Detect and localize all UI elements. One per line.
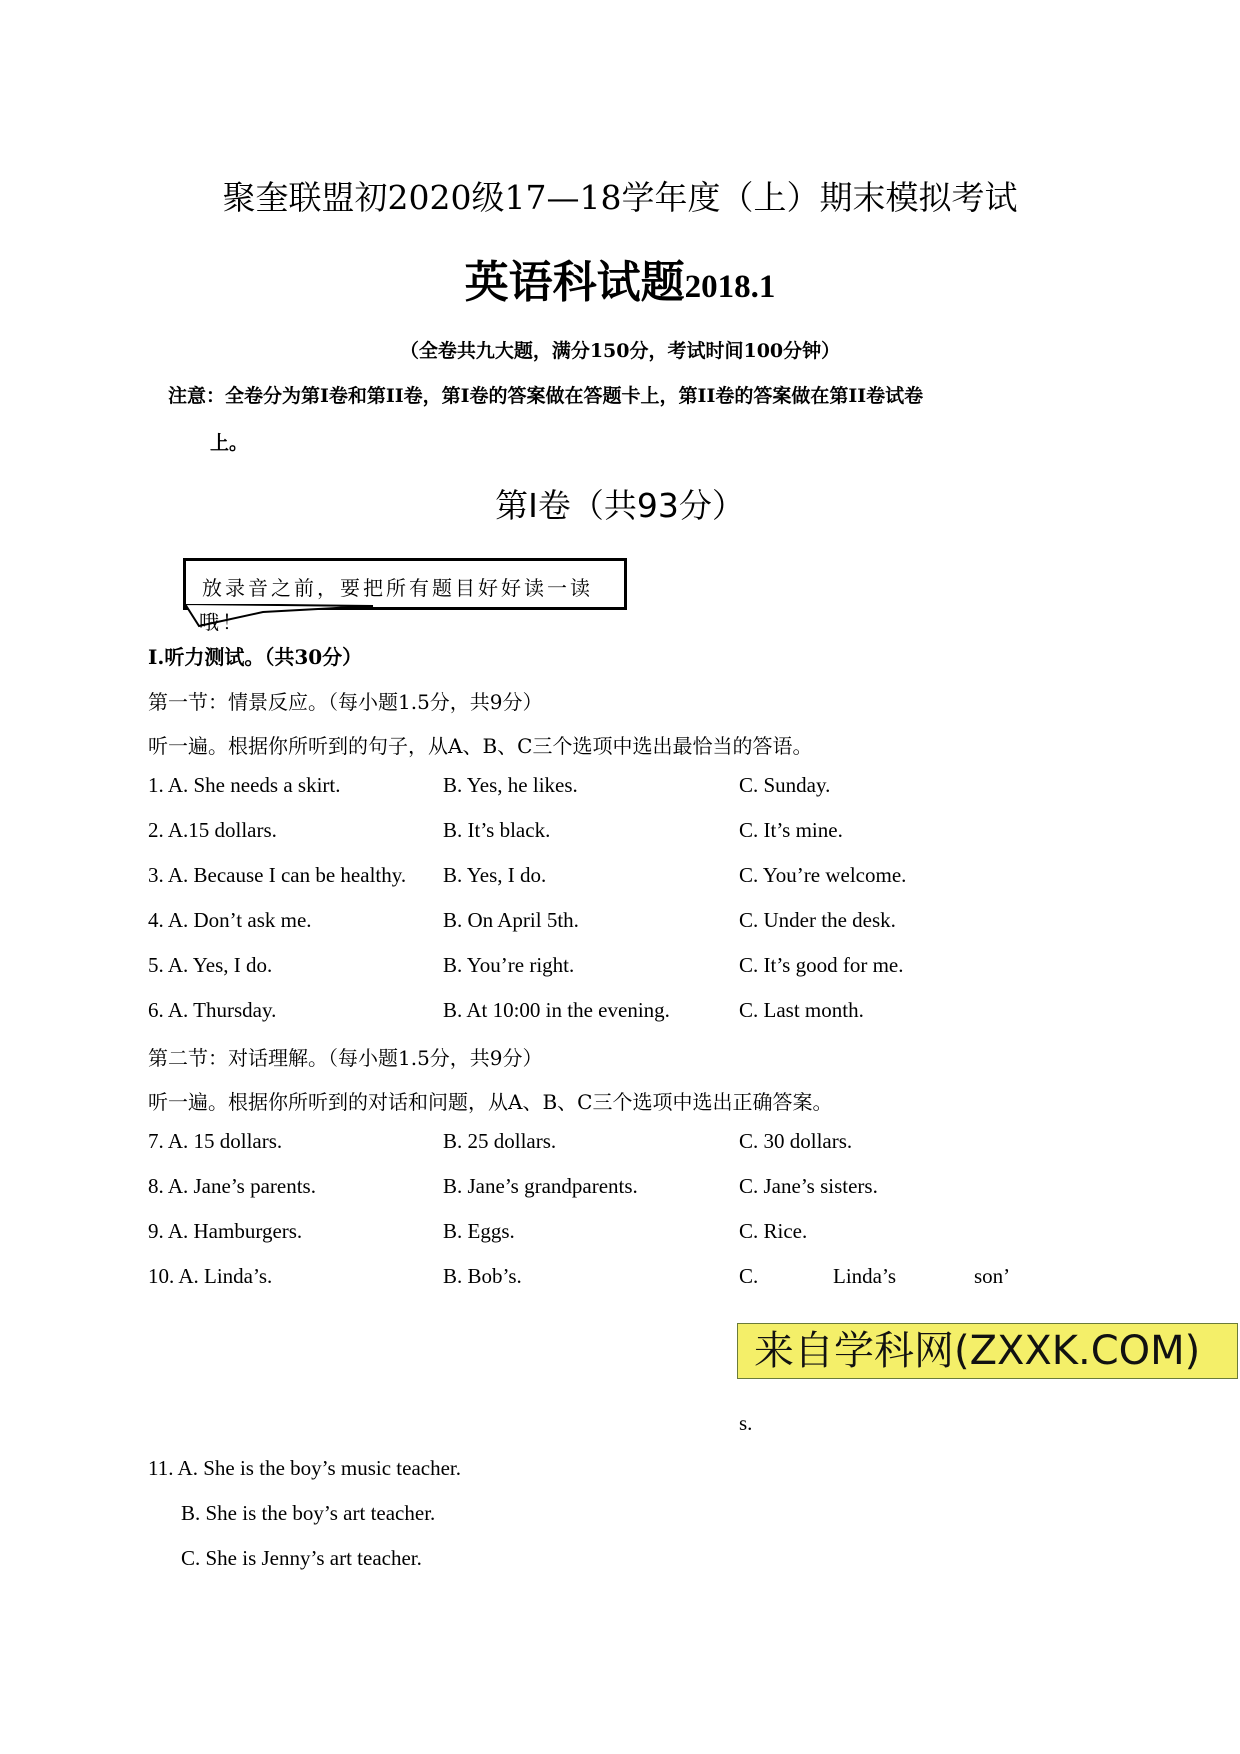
q1-option-b: B. Yes, he likes. [443, 773, 578, 797]
q2-option-c: C. It’s mine. [739, 818, 843, 842]
q6-option-c: C. Last month. [739, 998, 864, 1022]
callout-text-line1: 放录音之前，要把所有题目好好读一读 [202, 576, 593, 600]
q8-option-c: C. Jane’s sisters. [739, 1174, 878, 1198]
q7-option-c: C. 30 dollars. [739, 1129, 853, 1153]
q6-option-b: B. At 10:00 in the evening. [443, 998, 670, 1022]
q7-option-b: B. 25 dollars. [443, 1129, 557, 1153]
q5-option-c: C. It’s good for me. [739, 953, 904, 977]
exam-title-main: 英语科试题 [464, 257, 685, 308]
watermark-banner: 来自学科网(ZXXK.COM) [737, 1323, 1238, 1379]
q10-option-c-word2: son’ [974, 1264, 1011, 1288]
q11-option-a: 11. A. She is the boy’s music teacher. [148, 1456, 462, 1480]
q4-option-c: C. Under the desk. [739, 908, 896, 932]
q3-option-a: 3. A. Because I can be healthy. [148, 863, 407, 887]
q10-option-c-word1: Linda’s [833, 1264, 896, 1288]
q4-option-a: 4. A. Don’t ask me. [148, 908, 312, 932]
q5-option-a: 5. A. Yes, I do. [148, 953, 273, 977]
q9-option-a: 9. A. Hamburgers. [148, 1219, 303, 1243]
part1-instruction: 听一遍。根据你所听到的句子，从A、B、C三个选项中选出最恰当的答语。 [148, 734, 813, 758]
q8-option-b: B. Jane’s grandparents. [443, 1174, 638, 1198]
q7-option-a: 7. A. 15 dollars. [148, 1129, 283, 1153]
exam-info: （全卷共九大题，满分150分，考试时间100分钟） [399, 340, 841, 362]
q11-option-b: B. She is the boy’s art teacher. [181, 1501, 436, 1525]
q2-option-a: 2. A.15 dollars. [148, 818, 277, 842]
q10-option-b: B. Bob’s. [443, 1264, 522, 1288]
callout-box [183, 558, 627, 610]
q10-option-a: 10. A. Linda’s. [148, 1264, 273, 1288]
q1-option-c: C. Sunday. [739, 773, 831, 797]
q4-option-b: B. On April 5th. [443, 908, 579, 932]
q9-option-b: B. Eggs. [443, 1219, 515, 1243]
q3-option-b: B. Yes, I do. [443, 863, 547, 887]
exam-title [0, 246, 1240, 310]
notice-line-2: 上。 [210, 432, 249, 454]
part2-instruction: 听一遍。根据你所听到的对话和问题，从A、B、C三个选项中选出正确答案。 [148, 1090, 833, 1114]
q1-option-a: 1. A. She needs a skirt. [148, 773, 341, 797]
q9-option-c: C. Rice. [739, 1219, 808, 1243]
callout-text-line2: 哦！ [199, 610, 245, 634]
q10-option-c-wrap: s. [739, 1411, 753, 1435]
section-title: 第Ⅰ卷（共93分） [495, 486, 745, 525]
q2-option-b: B. It’s black. [443, 818, 551, 842]
notice-line-1: 注意：全卷分为第Ⅰ卷和第II卷，第Ⅰ卷的答案做在答题卡上，第II卷的答案做在第II卷试卷 [168, 385, 924, 407]
part2-title: 第二节：对话理解。（每小题1.5分，共9分） [148, 1046, 543, 1070]
part1-title: 第一节：情景反应。（每小题1.5分，共9分） [148, 690, 543, 714]
exam-title-year: 2018.1 [684, 269, 776, 305]
exam-header-line: 聚奎联盟初2020级17—18学年度（上）期末模拟考试 [222, 178, 1018, 217]
q5-option-b: B. You’re right. [443, 953, 575, 977]
q3-option-c: C. You’re welcome. [739, 863, 907, 887]
q11-option-c: C. She is Jenny’s art teacher. [181, 1546, 422, 1570]
q10-option-c-label: C. [739, 1264, 759, 1288]
listening-heading: I.听力测试。（共30分） [148, 645, 363, 669]
q8-option-a: 8. A. Jane’s parents. [148, 1174, 316, 1198]
q6-option-a: 6. A. Thursday. [148, 998, 277, 1022]
